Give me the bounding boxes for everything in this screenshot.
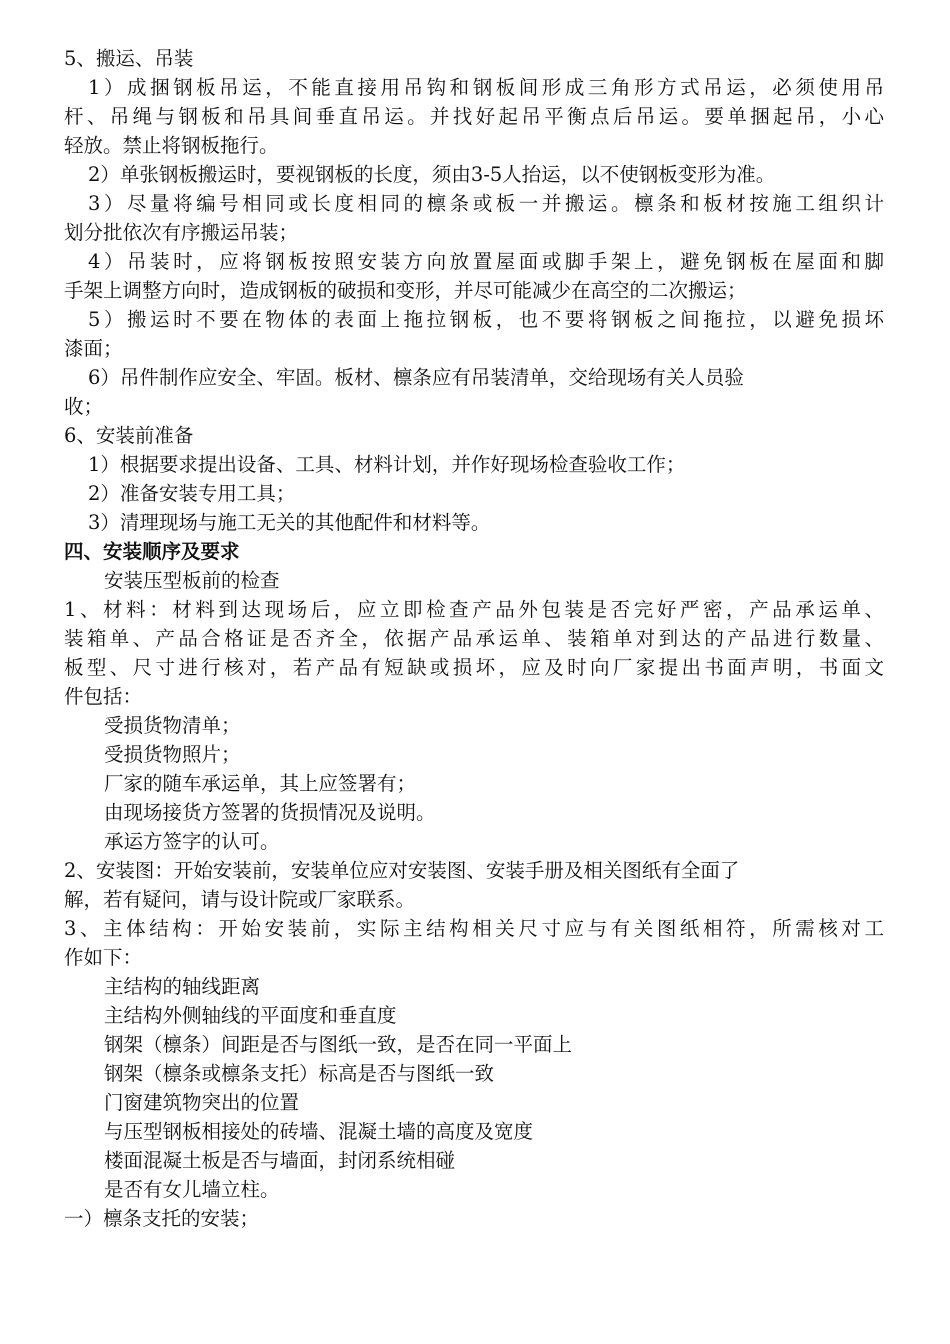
text-line: 1、材料：材料到达现场后，应立即检查产品外包装是否完好严密，产品承运单、 bbox=[64, 598, 884, 621]
text-line: 5、搬运、吊装 bbox=[64, 47, 194, 70]
text-line: 划分批依次有序搬运吊装； bbox=[64, 221, 299, 244]
text-line: 主结构外侧轴线的平面度和垂直度 bbox=[104, 1004, 397, 1027]
text-line: 作如下： bbox=[64, 946, 143, 969]
text-line: 3）清理现场与施工无关的其他配件和材料等。 bbox=[88, 511, 491, 534]
section-heading: 四、安装顺序及要求 bbox=[64, 540, 240, 563]
text-line: 漆面； bbox=[64, 337, 123, 360]
text-line: 2、安装图：开始安装前，安装单位应对安装图、安装手册及相关图纸有全面了 bbox=[64, 859, 740, 882]
text-line: 板型、尺寸进行核对，若产品有短缺或损坏，应及时向厂家提出书面声明，书面文 bbox=[64, 656, 884, 679]
text-line: 1）成捆钢板吊运，不能直接用吊钩和钢板间形成三角形方式吊运，必须使用吊 bbox=[88, 76, 884, 99]
text-line: 3）尽量将编号相同或长度相同的檩条或板一并搬运。檩条和板材按施工组织计 bbox=[88, 192, 884, 215]
text-line: 3、主体结构：开始安装前，实际主结构相关尺寸应与有关图纸相符，所需核对工 bbox=[64, 917, 884, 940]
text-line: 件包括： bbox=[64, 685, 143, 708]
text-line: 6）吊件制作应安全、牢固。板材、檩条应有吊装清单，交给现场有关人员验 bbox=[88, 366, 744, 389]
text-line: 6、安装前准备 bbox=[64, 424, 194, 447]
text-line: 受损货物照片； bbox=[104, 743, 241, 766]
text-line: 钢架（檩条）间距是否与图纸一致，是否在同一平面上 bbox=[104, 1033, 573, 1056]
text-line: 安装压型板前的检查 bbox=[104, 569, 280, 592]
text-line: 2）准备安装专用工具； bbox=[88, 482, 296, 505]
document-page bbox=[64, 44, 884, 1233]
text-line: 与压型钢板相接处的砖墙、混凝土墙的高度及宽度 bbox=[104, 1120, 534, 1143]
text-line: 承运方签字的认可。 bbox=[104, 830, 280, 853]
text-line: 楼面混凝土板是否与墙面，封闭系统相碰 bbox=[104, 1149, 456, 1172]
text-line: 杆、吊绳与钢板和吊具间垂直吊运。并找好起吊平衡点后吊运。要单捆起吊，小心 bbox=[64, 105, 884, 128]
text-line: 主结构的轴线距离 bbox=[104, 975, 261, 998]
text-line: 5）搬运时不要在物体的表面上拖拉钢板，也不要将钢板之间拖拉，以避免损坏 bbox=[88, 308, 884, 331]
text-line: 1）根据要求提出设备、工具、材料计划，并作好现场检查验收工作； bbox=[88, 453, 686, 476]
text-line: 2）单张钢板搬运时，要视钢板的长度，须由3-5人抬运，以不使钢板变形为准。 bbox=[88, 163, 776, 186]
text-line: 门窗建筑物突出的位置 bbox=[104, 1091, 300, 1114]
text-line: 一）檩条支托的安装； bbox=[64, 1207, 260, 1230]
text-line: 4）吊装时，应将钢板按照安装方向放置屋面或脚手架上，避免钢板在屋面和脚 bbox=[88, 250, 884, 273]
text-line: 收； bbox=[64, 395, 104, 418]
text-line: 钢架（檩条或檩条支托）标高是否与图纸一致 bbox=[104, 1062, 495, 1085]
text-line: 受损货物清单； bbox=[104, 714, 241, 737]
text-line: 解，若有疑问，请与设计院或厂家联系。 bbox=[64, 888, 416, 911]
text-line: 厂家的随车承运单，其上应签署有； bbox=[104, 772, 417, 795]
text-line: 装箱单、产品合格证是否齐全，依据产品承运单、装箱单对到达的产品进行数量、 bbox=[64, 627, 884, 650]
text-line: 由现场接货方签署的货损情况及说明。 bbox=[104, 801, 436, 824]
text-line: 轻放。禁止将钢板拖行。 bbox=[64, 134, 279, 157]
text-line: 手架上调整方向时，造成钢板的破损和变形，并尽可能减少在高空的二次搬运； bbox=[64, 279, 747, 302]
text-line: 是否有女儿墙立柱。 bbox=[104, 1178, 280, 1201]
